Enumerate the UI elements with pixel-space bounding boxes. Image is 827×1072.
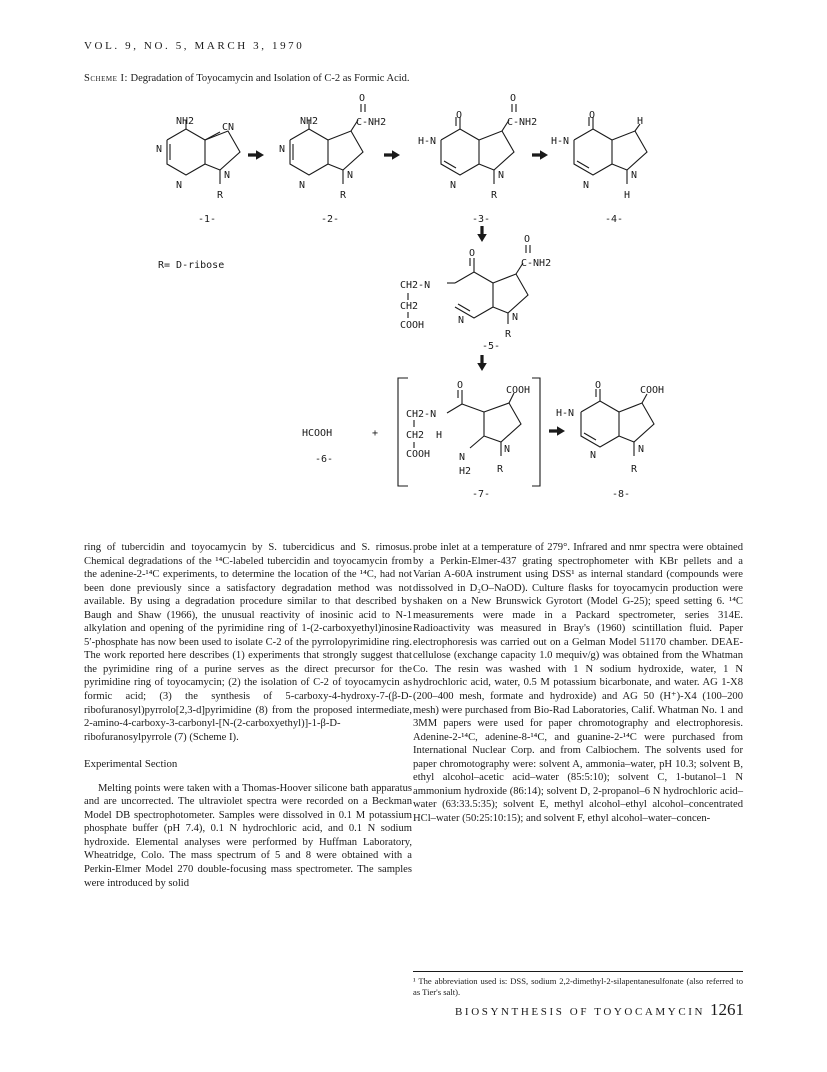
c3-o-ring: O [456,110,463,121]
c1-n3: N [176,180,183,191]
intro-paragraph: ring of tubercidin and toyocamycin by S. tubercidicus and S. rimosus. Chemical degradations of the ¹⁴C-labeled tubercidin and toyocamycin from the adenine-2-¹⁴C experiments, to determine the location of the ¹⁴C, had not been done previously since a satisfactory degradation method was not available. By using a degradation procedure similar to that described by Baugh and Shaw (1966), the unusual reactivity of inosinic acid to N-1 alkylation and opening of the pyrimidine ring of 1-(2-carboxyethyl)inosine 5′-phosphate has now been used to isolate C-2 of the pyrrolopyrimidine ring. The work reported here describes (1) experiments that strongly suggest that the pyrimidine ring of a purine serves as the direct precursor for the pyrimidine ring of toyocamycin; (2) the isolation of C-2 of toyocamycin as formic acid; (3) the synthesis of 5-carboxy-4-hydroxy-7-(β-D-ribofuranosyl)pyrrolo[2,3-d]pyrimidine (8) from the proposed intermediate, 2-amino-4-carboxy-3-carbonyl-[N-(2-carboxyethyl)]-1-β-D-ribofuranosylpyrrole (7) (Scheme I). [84,542,412,743]
r-definition: R= D-ribose [158,260,225,271]
bracket-right [532,378,540,486]
label-7: -7- [472,489,491,500]
c4-h-top: H [637,116,644,127]
running-foot: BIOSYNTHESIS OF TOYOCAMYCIN [455,1006,706,1018]
c2-r: R [340,190,347,201]
experimental-paragraph: Melting points were taken with a Thomas-Hoover silicone bath apparatus and are uncorrected. The ultraviolet spectra were recorded on a Beckman Model DB spectrophotometer. Samples were dissolved in 0.1 M potassium phosphate buffer (pH 7.4), 0.1 N hydrochloric acid, and 0.1 N sodium hydroxide. Elemental analyses were performed by Huffman Laboratory, Wheatridge, Colo. The mass spectrum of 5 and 8 were obtained with a Perkin-Elmer Model 270 double-focusing mass spectrometer. The samples were introduced by solid [84,782,412,889]
section-heading: Experimental Section [84,758,178,771]
c7-n-amine: N [459,452,466,463]
c3-hn: H-N [418,136,437,147]
c7-h2: H2 [459,466,472,477]
compound-2 [279,93,386,225]
c1-n1: N [156,144,163,155]
c2-o: O [359,93,366,104]
c2-cnh2: C-NH2 [356,117,387,128]
c7-ch2: CH2 [406,430,425,441]
label-4: -4- [605,214,624,225]
c3-o: O [510,93,517,104]
c7-cooh-2: COOH [406,449,431,460]
c2-n3: N [299,180,306,191]
c4-n3: N [583,180,590,191]
label-6: -6- [315,454,334,465]
page-number: 1261 [710,1000,744,1019]
scheme-label: Scheme I: [84,73,128,84]
c3-r: R [491,190,498,201]
c7-o: O [457,380,464,391]
scheme-caption-text: Degradation of Toyocamycin and Isolation of C-2 as Formic Acid. [127,73,410,84]
c7-r: R [497,464,504,475]
compound-3 [418,93,537,225]
c5-cooh: COOH [400,320,425,331]
c1-nh2: NH2 [176,116,195,127]
c7-h: H [436,430,443,441]
left-column [84,541,412,890]
c4-hn: H-N [551,136,570,147]
label-1: -1- [198,214,217,225]
c2-n1: N [279,144,286,155]
compound-5 [400,234,551,352]
footnote-rule [413,971,743,972]
c8-o: O [595,380,602,391]
c7-n1: N [504,444,511,455]
c5-r: R [505,329,512,340]
c4-h: H [624,190,631,201]
c5-n7: N [512,312,519,323]
footnote: ¹ The abbreviation used is: DSS, sodium 2,2-dimethyl-2-silapentanesulfonate (also referred to as Tier's salt). [413,976,743,997]
right-column [413,541,743,825]
c5-o-ring: O [469,248,476,259]
compound-6 [302,428,378,465]
c3-cnh2: C-NH2 [507,117,538,128]
c2-nh2: NH2 [300,116,319,127]
c8-n7: N [638,444,645,455]
c1-n7: N [224,170,231,181]
c8-cooh: COOH [640,385,665,396]
compound-7 [406,380,530,500]
c5-ch2: CH2 [400,301,419,312]
c1-cn: CN [222,122,235,133]
c3-n7: N [498,170,505,181]
c1-r: R [217,190,224,201]
label-2: -2- [321,214,340,225]
c2-n7: N [347,170,354,181]
c7-cooh: COOH [506,385,531,396]
compound-8 [556,380,664,500]
c4-n7: N [631,170,638,181]
running-head: VOL. 9, NO. 5, MARCH 3, 1970 [84,40,305,52]
label-8: -8- [612,489,631,500]
c4-o: O [589,110,596,121]
label-5: -5- [482,341,501,352]
c6-plus: + [372,428,379,439]
label-3: -3- [472,214,491,225]
c3-n3: N [450,180,457,191]
c8-hn: H-N [556,408,575,419]
c5-ch2n: CH2-N [400,280,431,291]
methods-paragraph: probe inlet at a temperature of 279°. Infrared and nmr spectra were obtained by a Perkin-Elmer-437 grating spectrophometer with KBr pellets and a Varian A-60A instrument using DSS¹ as internal standard (compounds were dissolved in D₂O–NaOD). Culture flasks for toyocamycin production were shaken on a New Brunswick Gyrotort (Model G-25); speed setting 6. ¹⁴C measurements were made in a Packard spectrometer, series 314E. Radioactivity was measured in Bray's (1960) scintillation fluid. Paper electrophoresis was carried out on a Gelman Model 51170 chamber. DEAE-cellulose (exchange capacity 1.0 mequiv/g) was obtained from the Whatman Co. The resin was washed with 1 N sodium hydroxide, water, 1 N hydrochloric acid, water, 0.5 M potassium bicarbonate, and water. AG 1-X8 (200–400 mesh, formate and hydroxide) and AG 50 (H⁺)-X4 (100–200 mesh) were purchased from Bio-Rad Laboratories, Calif. Whatman No. 1 and 3MM papers were used for paper chromotography and electrophoresis. Adenine-2-¹⁴C, adenine-8-¹⁴C, and guanine-2-¹⁴C were purchased from International Nuclear Corp. and from Calbiochem. The solvents used for paper chromotography were: solvent A, ammonia–water, pH 10.3; solvent B, ethyl alcohol–acetic acid–water (85:5:10); solvent C, 1-butanol–1 N ammonium hydroxide (86:14); solvent D, 2-propanol–6 N hydrochloric acid–water (63:33.5:35); solvent E, methyl alcohol–ethyl alcohol–concentrated HCl–water (50:25:10:15); and solvent F, ethyl alcohol–water–concen- [413,542,743,824]
c6-hcooh: HCOOH [302,428,333,439]
c5-o: O [524,234,531,245]
c7-ch2n: CH2-N [406,409,437,420]
compound-1 [156,116,240,225]
c5-n3: N [458,315,465,326]
c8-r: R [631,464,638,475]
c8-n3: N [590,450,597,461]
compound-4 [551,110,647,225]
c5-cnh2: C-NH2 [521,258,552,269]
